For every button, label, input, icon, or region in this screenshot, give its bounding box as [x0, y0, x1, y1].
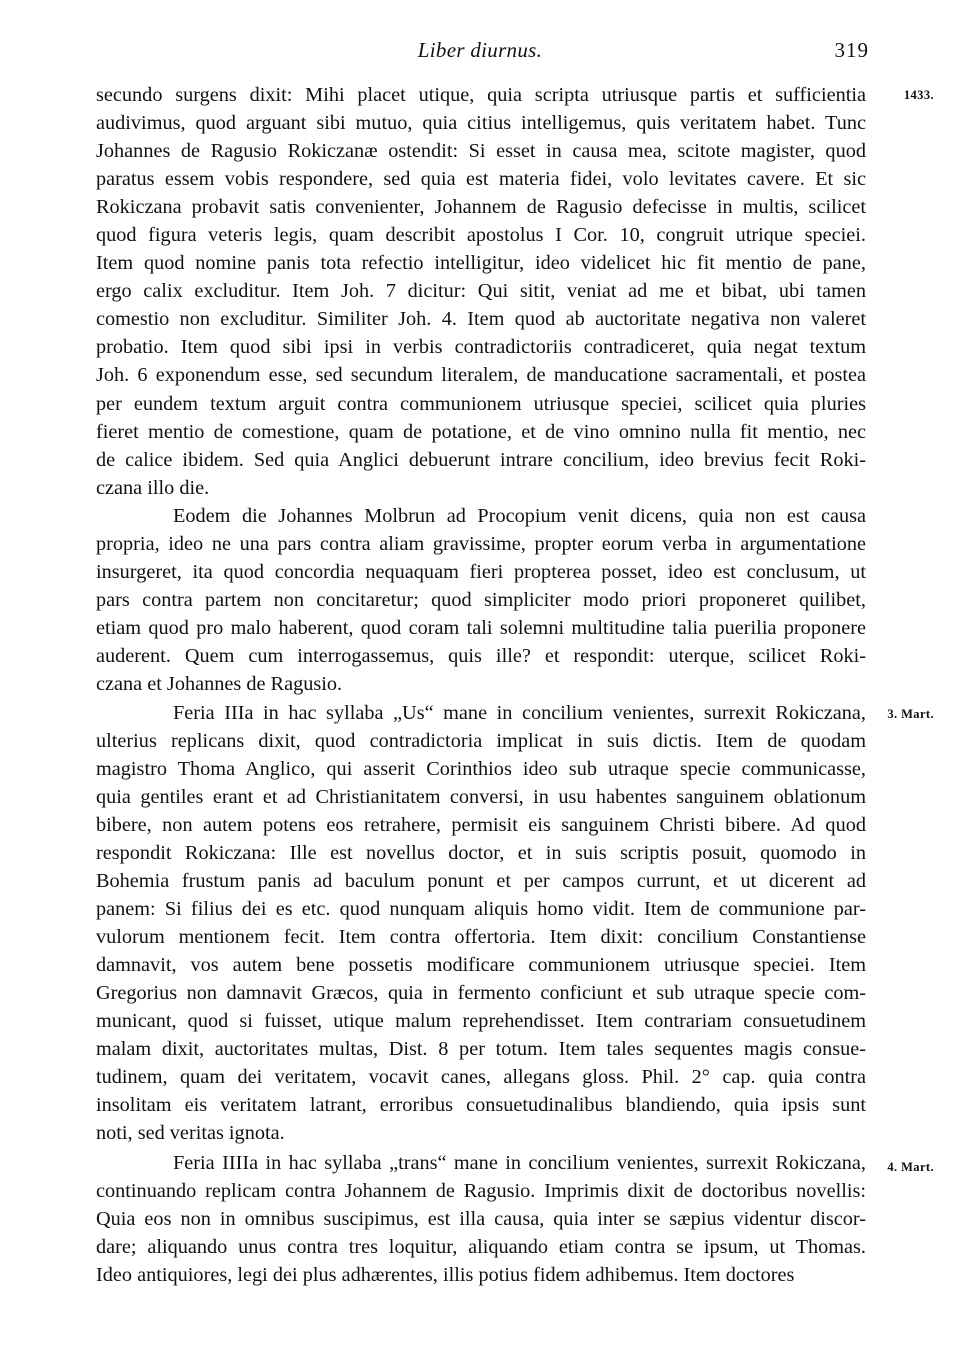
- text-line: Quia eos non in omnibus suscipimus, est illa causa, quia inter se sæpius videntur discor-: [96, 1208, 866, 1230]
- page-number: 319: [834, 38, 869, 62]
- text-line: Johannes de Ragusio Rokiczanæ ostendit: Si esset in causa mea, scitote magister, quod: [96, 140, 866, 162]
- text-line: pars contra partem non concitaretur; quod simpliciter modo priori proponeret quilibet,: [96, 589, 866, 611]
- text-line: Feria IIIIa in hac syllaba „trans“ mane in concilium venientes, surrexit Rokiczana,: [173, 1152, 866, 1174]
- text-line: Item quod nomine panis tota refectio intelligitur, ideo videlicet hic fit mentio de pane,: [96, 252, 866, 274]
- text-line: fieret mentio de comestione, quam de potatione, et de vino omnino nulla fit mentio, nec: [96, 421, 866, 443]
- text-line: malam dixit, auctoritates multas, Dist. 8 per totum. Item tales sequentes magis consue-: [96, 1038, 866, 1060]
- text-line: secundo surgens dixit: Mihi placet utique, quia scripta utriusque partis et sufficientia: [96, 84, 866, 106]
- text-line: Bohemia frustum panis ad baculum ponunt et per campos currunt, et ut dicerent ad: [96, 870, 866, 892]
- running-header-title: Liber diurnus.: [417, 38, 543, 62]
- text-line: damnavit, vos autem bene possetis modificare communionem utriusque speciei. Item: [96, 954, 866, 976]
- text-line: quia gentiles erant et ad Christianitatem conversi, in usu habentes sanguinem oblationum: [96, 786, 866, 808]
- text-line: Gregorius non damnavit Græcos, quia in fermento conficiunt et sub utraque specie com-: [96, 982, 866, 1004]
- text-line: Rokiczana probavit satis convenienter, Johannem de Ragusio defecisse in multis, scilicet: [96, 196, 866, 218]
- text-line: tudinem, quam dei veritatem, vocavit canes, allegans gloss. Phil. 2° cap. quia contra: [96, 1066, 866, 1088]
- text-line: noti, sed veritas ignota.: [96, 1122, 285, 1144]
- text-line: auderent. Quem cum interrogassemus, quis ille? et respondit: uterque, scilicet Roki-: [96, 645, 866, 667]
- text-line: comestio non excluditur. Similiter Joh. 4. Item quod ab auctoritate negativa non valeret: [96, 308, 866, 330]
- text-line: czana illo die.: [96, 477, 210, 499]
- text-line: paratus essem vobis respondere, sed quia est materia fidei, volo levitates cavere. Et sic: [96, 168, 866, 190]
- text-line: vulorum mentionem fecit. Item contra offertoria. Item dixit: concilium Constantiense: [96, 926, 866, 948]
- text-line: de calice ibidem. Sed quia Anglici debuerunt intrare concilium, ideo brevius fecit Roki-: [96, 449, 866, 471]
- text-line: etiam quod pro malo haberent, quod coram tali solemni multitudine talia puerilia proponere: [96, 617, 866, 639]
- text-line: czana et Johannes de Ragusio.: [96, 673, 343, 695]
- text-line: magistro Thoma Anglico, qui asserit Corinthios ideo sub utraque specie communicasse,: [96, 758, 866, 780]
- text-line: municant, quod si fuisset, utique malum reprehendisset. Item contrariam consuetudinem: [96, 1010, 866, 1032]
- text-line: probatio. Item quod sibi ipsi in verbis contradictoriis contradiceret, quia negat textum: [96, 336, 866, 358]
- margin-note-date: 3. Mart.: [887, 707, 934, 721]
- margin-note-date: 4. Mart.: [887, 1160, 934, 1174]
- text-line: Joh. 6 exponendum esse, sed secundum literalem, de manducatione sacramentali, et postea: [96, 364, 866, 386]
- text-line: Feria IIIa in hac syllaba „Us“ mane in concilium venientes, surrexit Rokiczana,: [173, 702, 866, 724]
- text-line: bibere, non autem potens eos retrahere, permisit eis sanguinem Christi bibere. Ad quod: [96, 814, 866, 836]
- text-line: insolitam eis veritatem latrant, erroribus consuetudinalibus blandiendo, quia ipsis sunt: [96, 1094, 866, 1116]
- text-line: per eundem textum arguit contra communionem utriusque speciei, scilicet quia pluries: [96, 393, 866, 415]
- text-line: dare; aliquando unus contra tres loquitur, aliquando etiam contra se ipsum, ut Thomas.: [96, 1236, 866, 1258]
- text-line: quod figura veteris legis, quam describit apostolus I Cor. 10, congruit utrique speciei.: [96, 224, 866, 246]
- text-line: Eodem die Johannes Molbrun ad Procopium venit dicens, quia non est causa: [173, 505, 866, 527]
- text-line: propria, ideo ne una pars contra aliam gravissime, propter eorum verba in argumentatione: [96, 533, 866, 555]
- text-line: ergo calix excluditur. Item Joh. 7 dicitur: Qui sitit, veniat ad me et bibat, ubi tamen: [96, 280, 866, 302]
- text-line: Ideo antiquiores, legi dei plus adhærentes, illis potius fidem adhibemus. Item doctores: [96, 1264, 795, 1286]
- text-line: ulterius replicans dixit, quod contradictoria implicat in suis dictis. Item de quodam: [96, 730, 866, 752]
- text-line: continuando replicam contra Johannem de Ragusio. Imprimis dixit de doctoribus novellis:: [96, 1180, 866, 1202]
- text-line: insurgeret, ita quod concordia nequaquam fieri propterea posset, ideo est conclusum, ut: [96, 561, 866, 583]
- text-line: respondit Rokiczana: Ille est novellus doctor, et in suis scriptis posuit, quomodo in: [96, 842, 866, 864]
- text-line: audivimus, quod arguant sibi mutuo, quia citius intelligemus, quis veritatem habet. Tunc: [96, 112, 866, 134]
- text-line: panem: Si filius dei es etc. quod nunquam aliquis homo vidit. Item de communione par-: [96, 898, 866, 920]
- margin-note-year: 1433.: [903, 88, 934, 102]
